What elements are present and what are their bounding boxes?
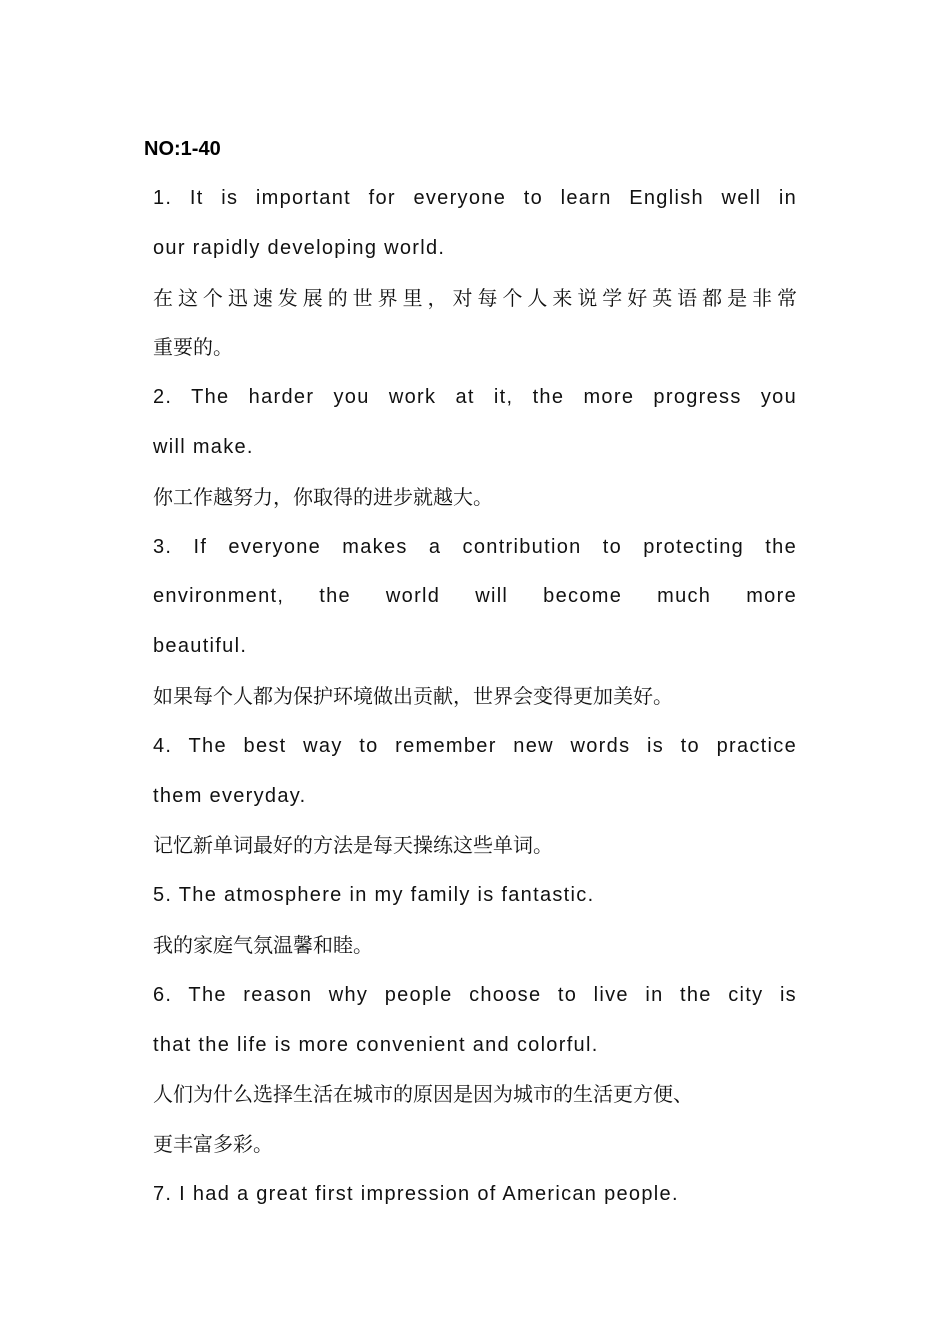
english-sentence-line: that the life is more convenient and colorful. (153, 1033, 599, 1056)
chinese-translation-line: 更丰富多彩。 (153, 1132, 273, 1157)
english-sentence-line: beautiful. (153, 635, 248, 658)
chinese-translation-line: 我的家庭气氛温馨和睦。 (153, 932, 373, 957)
english-sentence-line: will make. (153, 435, 254, 458)
section-heading: NO:1-40 (144, 138, 221, 160)
english-sentence-line: 5. The atmosphere in my family is fantastic. (153, 884, 595, 907)
chinese-translation-line: 人们为什么选择生活在城市的原因是因为城市的生活更方便、 (153, 1082, 693, 1107)
english-sentence-line: 2. The harder you work at it, the more progress you (153, 386, 797, 409)
chinese-translation-line: 记忆新单词最好的方法是每天操练这些单词。 (153, 833, 553, 858)
english-sentence-line: environment, the world will become much more (153, 585, 797, 608)
chinese-translation-line: 重要的。 (153, 335, 233, 360)
sentence-list (153, 174, 797, 1220)
english-sentence-line: 6. The reason why people choose to live in the city is (153, 983, 797, 1006)
chinese-translation-line: 你工作越努力，你取得的进步就越大。 (153, 484, 493, 509)
english-sentence-line: our rapidly developing world. (153, 236, 446, 259)
english-sentence-line: them everyday. (153, 784, 307, 807)
chinese-translation-line: 如果每个人都为保护环境做出贡献，世界会变得更加美好。 (153, 683, 673, 708)
chinese-translation-line: 在这个迅速发展的世界里，对每个人来说学好英语都是非常 (153, 285, 797, 310)
english-sentence-line: 3. If everyone makes a contribution to protecting the (153, 535, 797, 558)
english-sentence-line: 1. It is important for everyone to learn English well in (153, 187, 797, 209)
english-sentence-line: 4. The best way to remember new words is to practice (153, 734, 797, 757)
english-sentence-line: 7. I had a great first impression of American people. (153, 1182, 679, 1205)
